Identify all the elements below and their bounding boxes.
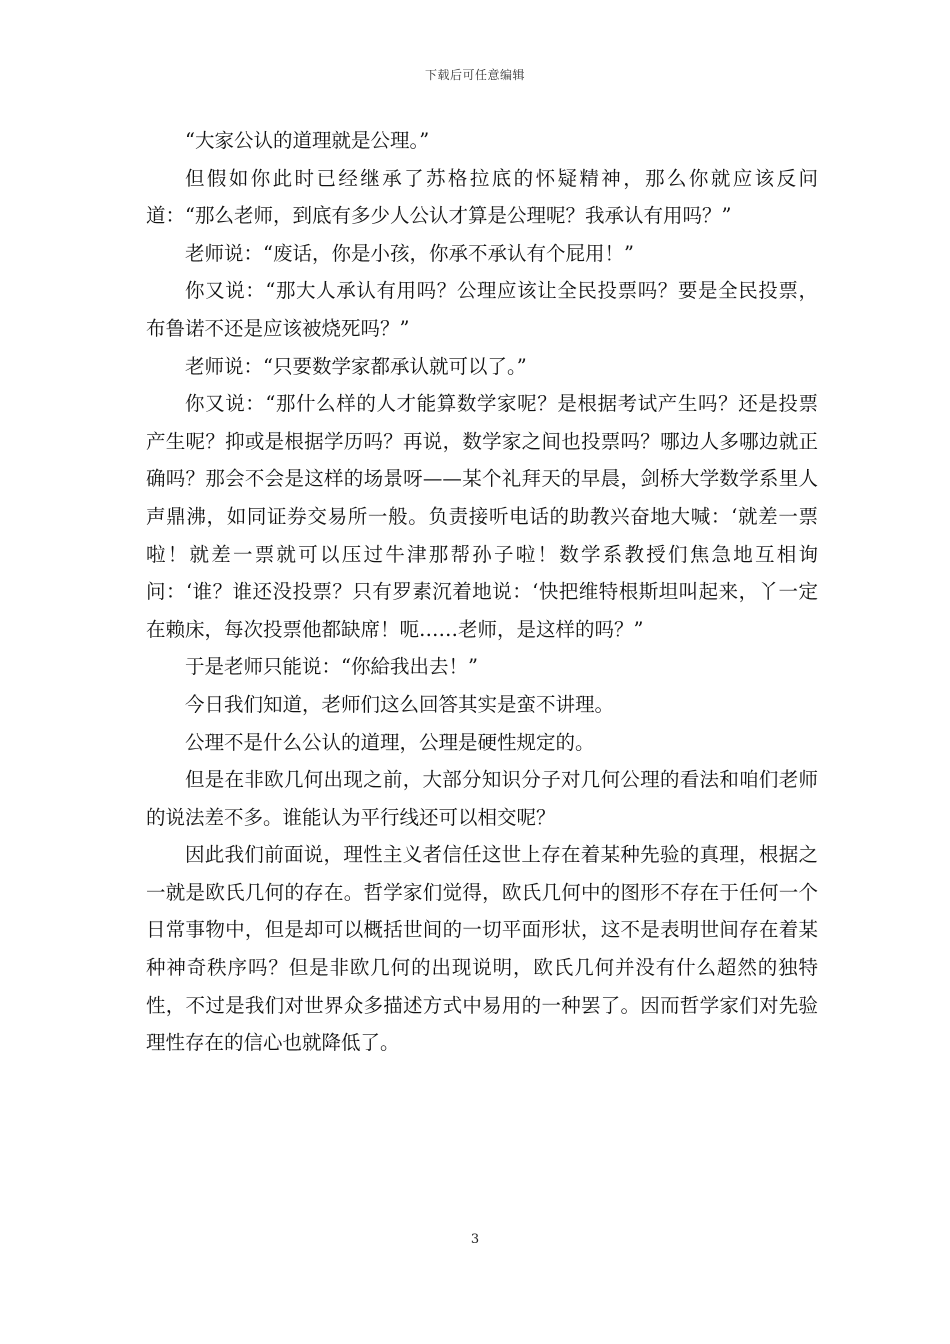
paragraph-10: 但是在非欧几何出现之前，大部分知识分子对几何公理的看法和咱们老师的说法差不多。谁能认为平行线还可以相交呢？ — [146, 768, 818, 829]
body-text — [146, 122, 818, 1062]
paragraph-7: 于是老师只能说：“你給我出去！” — [185, 655, 478, 679]
paragraph-2: 但假如你此时已经继承了苏格拉底的怀疑精神，那么你就应该反问道：“那么老师，到底有多少人公认才算是公理呢？我承认有用吗？” — [146, 166, 818, 228]
paragraph-11: 因此我们前面说，理性主义者信任这世上存在着某种先验的真理，根据之一就是欧氏几何的存在。哲学家们觉得，欧氏几何中的图形不存在于任何一个日常事物中，但是却可以概括世间的一切平面形状，这不是表明世间存在着某种神奇秩序吗？但是非欧几何的出现说明，欧氏几何并没有什么超然的独特性，不过是我们对世界众多描述方式中易用的一种罢了。因而哲学家们对先验理性存在的信心也就降低了。 — [146, 843, 818, 1055]
paragraph-9: 公理不是什么公认的道理，公理是硬性规定的。 — [185, 730, 595, 754]
paragraph-5: 老师说：“只要数学家都承认就可以了。” — [185, 354, 527, 378]
paragraph-4: 你又说：“那大人承认有用吗？公理应该让全民投票吗？要是全民投票，布鲁诺不还是应该被烧死吗？” — [146, 279, 818, 340]
page-number: 3 — [470, 1232, 480, 1247]
paragraph-8: 今日我们知道，老师们这么回答其实是蛮不讲理。 — [185, 692, 615, 716]
paragraph-1: “大家公认的道理就是公理。” — [185, 129, 430, 152]
page-header: 下载后可任意编辑 — [424, 68, 525, 82]
paragraph-6: 你又说：“那什么样的人才能算数学家呢？是根据考试产生吗？还是投票产生呢？抑或是根据学历吗？再说，数学家之间也投票吗？哪边人多哪边就正确吗？那会不会是这样的场景呀——某个礼拜天的早晨，剑桥大学数学系里人声鼎沸，如同证券交易所一般。负责接听电话的助教兴奋地大喊：‘就差一票啦！就差一票就可以压过牛津那帮孙子啦！数学系教授们焦急地互相询问：‘谁？谁还没投票？只有罗素沉着地说：‘快把维特根斯坦叫起来，丫一定在赖床，每次投票他都缺席！呃……老师，是这样的吗？” — [146, 392, 818, 641]
paragraph-3: 老师说：“废话，你是小孩，你承不承认有个屁用！” — [185, 241, 634, 265]
